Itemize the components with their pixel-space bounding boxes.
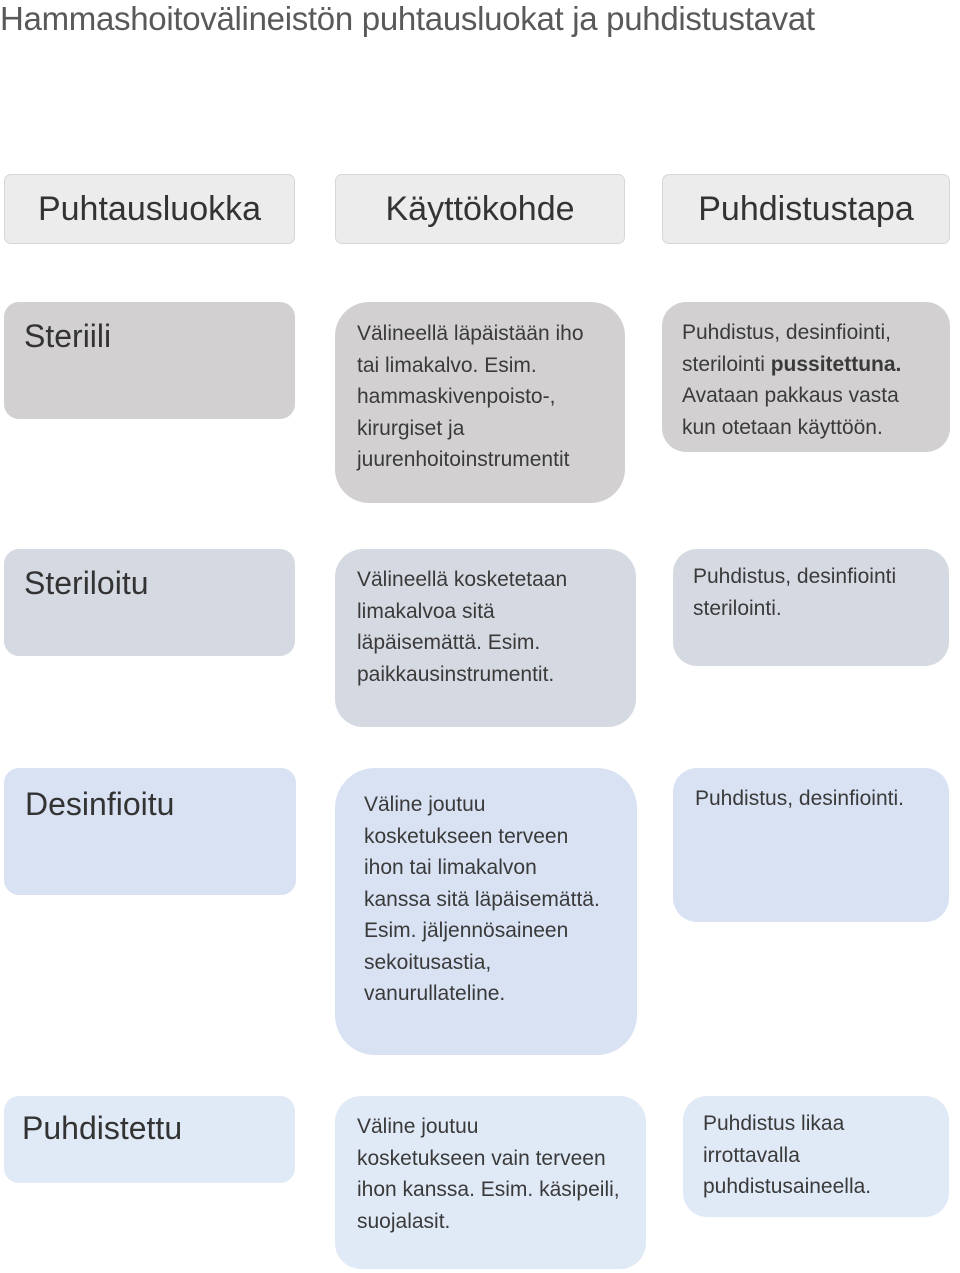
desc-steriili-line: kirurgiset ja [357, 416, 465, 440]
method-desinfioitu-line: Puhdistus, desinfiointi. [695, 787, 904, 810]
desc-desinfioitu-line: kanssa sitä läpäisemättä. [364, 887, 600, 911]
method-steriloitu [673, 549, 949, 666]
method-steriloitu-line: Puhdistus, desinfiointi [693, 565, 897, 588]
header-puhtausluokka: Puhtausluokka [4, 174, 295, 244]
method-puhdistettu [683, 1096, 949, 1217]
method-steriili-text: sterilointi [682, 352, 771, 376]
desc-desinfioitu-line: kosketukseen terveen [364, 824, 569, 848]
desc-steriili [335, 302, 625, 503]
method-steriili-line: Avataan pakkaus vasta [682, 384, 899, 407]
desc-steriloitu-line: läpäisemättä. Esim. [357, 631, 541, 654]
header-puhdistustapa: Puhdistustapa [662, 174, 950, 244]
desc-puhdistettu-line: suojalasit. [357, 1209, 451, 1233]
desc-steriloitu-line: paikkausinstrumentit. [357, 662, 555, 686]
desc-desinfioitu-line: ihon tai limakalvon [364, 856, 537, 879]
page-title: Hammashoitovälineistön puhtausluokat ja puhdistustavat [0, 0, 815, 37]
desc-steriili-line: tai limakalvo. Esim. [357, 353, 537, 377]
label-desinfioitu: Desinfioitu [4, 768, 296, 895]
label-steriili: Steriili [4, 302, 295, 419]
desc-desinfioitu-line: Esim. jäljennösaineen [364, 919, 569, 942]
label-steriloitu: Steriloitu [4, 549, 295, 656]
desc-steriloitu-line: Välineellä kosketetaan [357, 568, 568, 591]
desc-desinfioitu [335, 768, 637, 1055]
method-steriili-line: Puhdistus, desinfiointi, [682, 321, 891, 344]
desc-steriloitu-line: limakalvoa sitä [357, 599, 495, 623]
method-puhdistettu-line: irrottavalla [703, 1143, 800, 1167]
desc-steriloitu [335, 549, 636, 727]
desc-puhdistettu-line: ihon kanssa. Esim. käsipeili, [357, 1178, 620, 1201]
label-puhdistettu: Puhdistettu [4, 1096, 295, 1183]
desc-puhdistettu [335, 1096, 646, 1269]
method-steriili [662, 302, 950, 452]
desc-desinfioitu-line: Väline joutuu [364, 793, 486, 816]
desc-desinfioitu-line: sekoitusastia, [364, 950, 492, 974]
desc-steriili-line: hammaskivenpoisto-, [357, 385, 556, 408]
desc-desinfioitu-line: vanurullateline. [364, 982, 506, 1005]
method-steriili-emphasis: pussitettuna. [770, 352, 902, 376]
desc-puhdistettu-line: kosketukseen vain terveen [357, 1146, 606, 1170]
desc-puhdistettu-line: Väline joutuu [357, 1115, 479, 1138]
desc-steriili-line: Välineellä läpäistään iho [357, 322, 584, 345]
desc-steriili-line: juurenhoitoinstrumentit [357, 448, 570, 471]
method-steriloitu-line: sterilointi. [693, 596, 782, 620]
method-puhdistettu-line: Puhdistus likaa [703, 1112, 845, 1135]
method-steriili-line [682, 349, 930, 381]
method-desinfioitu [673, 768, 949, 922]
method-puhdistettu-line: puhdistusaineella. [703, 1175, 872, 1198]
method-steriili-line: kun otetaan käyttöön. [682, 415, 883, 439]
header-kayttokohde: Käyttökohde [335, 174, 625, 244]
